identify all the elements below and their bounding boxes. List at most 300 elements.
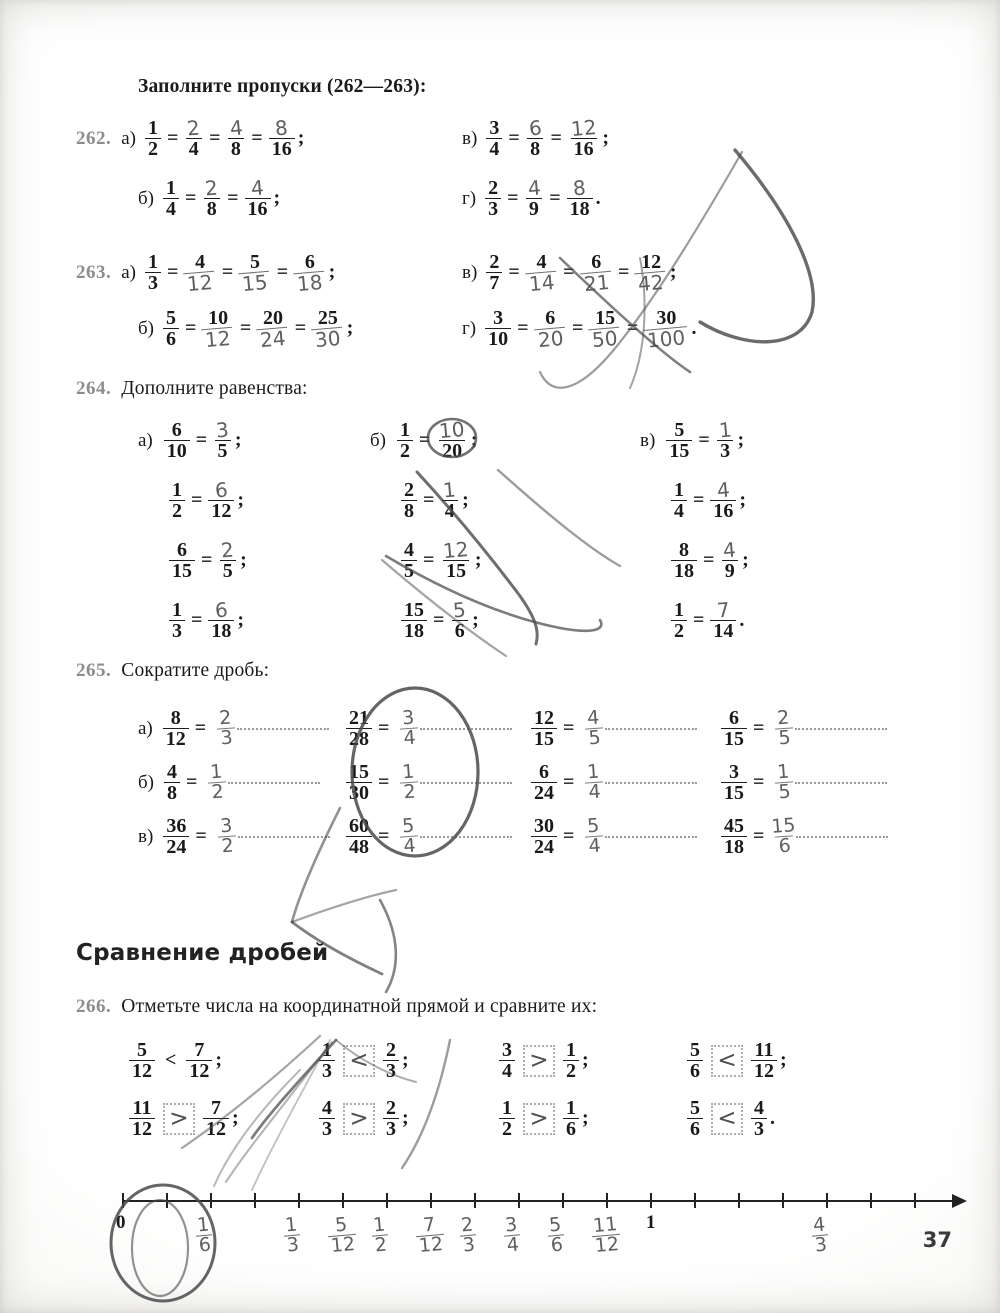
comparison-sign: < — [165, 1049, 177, 1072]
fraction-right — [218, 537, 237, 583]
fraction-denominator: 4 — [499, 1060, 515, 1081]
fraction-numerator: 1 — [148, 117, 159, 139]
fraction-denominator: 15 — [721, 782, 747, 803]
fraction-denominator: 9 — [722, 560, 738, 581]
fraction-term — [145, 252, 161, 294]
fraction-numerator: 30 — [534, 815, 554, 837]
fraction-term — [294, 251, 325, 297]
ex265-heading — [76, 660, 269, 682]
answer-dotted-line — [605, 836, 697, 838]
fraction-denominator: 2 — [671, 620, 687, 641]
fraction-numerator: 5 — [690, 1097, 700, 1119]
fraction-denominator: 8 — [164, 782, 180, 803]
ex266-comparison — [128, 1040, 222, 1082]
fraction-denominator: 4 — [671, 500, 687, 521]
fraction-numerator: 5 — [452, 597, 468, 623]
fraction-denominator: 12 — [203, 1118, 229, 1139]
comparison-box[interactable] — [711, 1103, 743, 1135]
number-line-mark — [196, 1213, 212, 1257]
fraction-left — [671, 600, 687, 642]
fraction-numerator: 1 — [566, 1039, 576, 1061]
fraction-numerator: 10 — [208, 307, 229, 329]
fraction-numerator: 10 — [438, 416, 466, 444]
comparison-box[interactable] — [523, 1045, 555, 1077]
fraction-denominator: 2 — [145, 138, 161, 159]
ex265-row — [530, 816, 697, 858]
equals-sign: = — [703, 549, 715, 572]
fraction-mark — [810, 1215, 829, 1255]
fraction-denominator: 3 — [319, 1118, 335, 1139]
number-line-tick — [210, 1193, 212, 1208]
fraction-left — [129, 1098, 155, 1140]
terminator: ; — [237, 489, 245, 512]
ex263-item-v — [462, 251, 677, 297]
fraction-right — [208, 597, 234, 643]
ex265-row — [138, 708, 329, 750]
ex265-row — [345, 816, 512, 858]
comparison-sign: > — [528, 1104, 550, 1132]
fraction-denominator: 24 — [531, 782, 557, 803]
number-line-tick — [650, 1193, 652, 1208]
fraction-denominator: 50 — [589, 327, 622, 351]
number-line-tick — [122, 1193, 124, 1208]
ex264-row — [138, 417, 242, 463]
terminator: ; — [780, 1049, 787, 1072]
fraction-denominator: 6 — [197, 1233, 212, 1257]
item-label: б) — [138, 771, 154, 793]
number-line-tick — [694, 1193, 696, 1208]
answer-denominator: 4 — [585, 836, 604, 857]
fraction-numerator: 8 — [170, 707, 181, 729]
fraction-numerator: 2 — [488, 177, 499, 199]
number-line-tick — [914, 1193, 916, 1208]
answer-denominator: 3 — [217, 728, 236, 749]
ex265-row — [138, 816, 330, 858]
fraction-denominator: 2 — [373, 1233, 388, 1257]
answer-denominator: 6 — [775, 836, 794, 857]
fraction-denominator: 2 — [499, 1118, 515, 1139]
fraction-denominator: 12 — [184, 271, 217, 295]
answer-dotted-line — [238, 836, 330, 838]
fraction-denominator: 6 — [687, 1060, 703, 1081]
item-label: а) — [138, 717, 153, 739]
fraction-term — [568, 114, 599, 161]
fraction-denominator: 3 — [751, 1118, 767, 1139]
fraction-numerator: 6 — [527, 115, 543, 141]
fraction-left — [721, 762, 747, 804]
page-number: 37 — [922, 1228, 952, 1252]
fraction-denominator: 18 — [721, 836, 747, 857]
answer-denominator: 4 — [400, 728, 419, 749]
equals-sign: = — [508, 261, 520, 284]
fraction-term — [239, 251, 270, 297]
fraction-numerator: 4 — [715, 477, 731, 503]
equals-sign: = — [563, 717, 575, 740]
fraction-left — [401, 480, 417, 522]
answer-numerator: 1 — [586, 761, 601, 784]
ex264-row — [640, 537, 749, 583]
fraction-left — [531, 816, 557, 858]
answer-denominator: 5 — [775, 782, 794, 803]
ex264-row — [370, 416, 478, 463]
terminator: ; — [328, 261, 336, 284]
fraction-numerator: 2 — [386, 1039, 396, 1061]
fraction-numerator: 3 — [493, 307, 504, 329]
fraction-right — [383, 1040, 399, 1082]
fraction-numerator: 4 — [404, 539, 414, 561]
equals-sign: = — [221, 261, 234, 284]
terminator: . — [770, 1107, 775, 1130]
item-label: г) — [462, 317, 477, 339]
equals-sign: = — [693, 489, 705, 512]
fraction-right — [213, 417, 232, 463]
fraction-denominator: 16 — [269, 138, 295, 159]
comparison-sign: > — [528, 1046, 550, 1074]
fraction-numerator: 4 — [536, 251, 547, 273]
fraction-term — [485, 308, 511, 350]
ex266-comparison — [498, 1040, 589, 1082]
fraction-denominator: 24 — [256, 327, 289, 351]
prompt-text: Отметьте числа на координатной прямой и сравните их: — [121, 996, 598, 1017]
fraction-numerator: 1 — [196, 1213, 211, 1237]
answer-slot — [768, 708, 801, 749]
answer-dotted-line — [605, 728, 697, 730]
answer-numerator: 3 — [401, 707, 416, 730]
answer-denominator: 5 — [585, 728, 604, 749]
fraction-numerator: 36 — [166, 815, 187, 837]
number-line-tick — [826, 1193, 828, 1208]
item-label: в) — [462, 261, 478, 283]
fraction-denominator: 5 — [220, 560, 236, 581]
fraction-numerator: 1 — [166, 177, 176, 199]
fraction-denominator: 8 — [228, 138, 244, 159]
fraction-left — [164, 762, 180, 804]
equals-sign: = — [507, 187, 519, 210]
fraction-denominator: 12 — [186, 1060, 212, 1081]
item-label: б) — [370, 429, 386, 451]
fraction-term — [163, 178, 179, 220]
answer-dotted-line — [237, 728, 329, 730]
fraction-numerator: 15 — [404, 599, 424, 621]
fraction-left — [687, 1040, 703, 1082]
fraction-numerator: 2 — [204, 175, 220, 201]
answer-dotted-line — [420, 782, 512, 784]
ex265-row — [530, 762, 697, 804]
fraction-numerator: 1 — [172, 479, 182, 501]
fraction-denominator: 4 — [442, 500, 458, 521]
fraction-term — [525, 175, 544, 221]
equals-sign: = — [618, 261, 630, 284]
fraction-numerator: 6 — [171, 419, 182, 441]
equals-sign: = — [239, 317, 252, 340]
fraction-right — [440, 477, 459, 523]
terminator: ; — [240, 549, 247, 572]
answer-dotted-line — [796, 836, 888, 838]
fraction-denominator: 18 — [401, 620, 427, 641]
fraction-denominator: 18 — [567, 198, 593, 219]
fraction-numerator: 4 — [228, 115, 244, 141]
fraction-left — [721, 816, 747, 858]
fraction-denominator: 6 — [563, 1118, 579, 1139]
fraction-numerator: 12 — [569, 114, 598, 142]
terminator: . — [595, 187, 601, 210]
fraction-left — [531, 708, 557, 750]
fraction-numerator: 20 — [262, 307, 283, 329]
terminator: ; — [602, 127, 609, 150]
number-line-tick — [738, 1193, 740, 1208]
answer-numerator: 1 — [776, 761, 791, 784]
fraction-numerator: 3 — [489, 117, 500, 139]
fraction-numerator: 2 — [186, 115, 202, 141]
equals-sign: = — [693, 609, 705, 632]
fraction-denominator: 6 — [549, 1233, 564, 1257]
fraction-numerator: 5 — [548, 1213, 563, 1237]
terminator: ; — [737, 429, 745, 452]
fraction-denominator: 30 — [346, 782, 372, 803]
fraction-numerator: 6 — [591, 251, 602, 273]
number-line-mark — [416, 1213, 444, 1257]
fraction-term — [486, 252, 502, 294]
fraction-numerator: 11 — [754, 1039, 774, 1061]
ex266-comparison — [686, 1098, 775, 1140]
ex266-comparison — [498, 1098, 589, 1140]
fraction-left — [531, 762, 557, 804]
fraction-right — [751, 1098, 767, 1140]
fraction-numerator: 5 — [674, 419, 685, 441]
fraction-denominator: 100 — [643, 327, 689, 352]
fraction-term — [644, 307, 688, 354]
section-heading-compare-fractions — [76, 940, 328, 966]
fraction-numerator: 3 — [502, 1039, 512, 1061]
fraction-denominator: 18 — [671, 560, 697, 581]
fraction-denominator: 8 — [527, 138, 543, 159]
number-line-tick — [606, 1193, 608, 1208]
fraction-numerator: 3 — [504, 1213, 519, 1237]
number-line-mark — [284, 1213, 300, 1257]
fraction-numerator: 3 — [729, 761, 739, 783]
comparison-sign: < — [348, 1046, 370, 1074]
ex264-row — [370, 477, 469, 523]
ex265-row — [720, 708, 887, 750]
equals-sign: = — [753, 825, 765, 848]
fraction-left — [169, 600, 185, 642]
fraction-numerator: 2 — [220, 537, 236, 563]
terminator: ; — [402, 1107, 409, 1130]
comparison-box[interactable] — [343, 1103, 375, 1135]
fraction-term — [589, 307, 620, 353]
answer-slot — [210, 816, 243, 857]
fraction-left — [401, 600, 427, 642]
fraction-left — [499, 1040, 515, 1082]
fraction-mark — [502, 1215, 521, 1255]
equals-sign: = — [753, 717, 765, 740]
terminator: ; — [237, 609, 245, 632]
ex266-comparison — [318, 1098, 409, 1140]
ex263-item-a — [76, 251, 336, 297]
fraction-numerator: 4 — [167, 761, 177, 783]
answer-numerator: 15 — [770, 814, 797, 839]
ex265-row — [345, 708, 512, 750]
answer-slot — [210, 708, 243, 749]
fraction-denominator: 12 — [593, 1232, 620, 1257]
fraction-numerator: 4 — [812, 1213, 827, 1237]
terminator: ; — [739, 489, 747, 512]
fraction-numerator: 2 — [460, 1213, 475, 1237]
item-label: а) — [121, 127, 137, 149]
fraction-numerator: 6 — [729, 707, 739, 729]
item-label: в) — [640, 429, 656, 451]
fraction-term — [202, 307, 233, 353]
item-label: б) — [138, 187, 154, 209]
fraction-denominator: 20 — [534, 327, 567, 351]
answer-denominator: 4 — [585, 782, 604, 803]
terminator: ; — [462, 489, 469, 512]
fraction-numerator: 4 — [722, 537, 738, 563]
fraction-denominator: 5 — [215, 440, 231, 461]
prompt-text: Сократите дробь: — [121, 660, 270, 681]
equals-sign: = — [195, 429, 208, 452]
answer-slot — [768, 762, 801, 803]
fraction-denominator: 4 — [163, 198, 179, 219]
ex264-row — [138, 597, 245, 643]
fraction-right — [450, 597, 469, 643]
fraction-numerator: 12 — [641, 251, 662, 273]
ex265-row — [720, 816, 888, 858]
fraction-numerator: 8 — [572, 175, 588, 201]
fraction-numerator: 6 — [545, 307, 556, 329]
fraction-numerator: 1 — [372, 1213, 387, 1237]
unit-label: 1 — [646, 1212, 656, 1233]
answer-numerator: 4 — [586, 707, 601, 730]
fraction-left — [163, 708, 189, 750]
fraction-numerator: 45 — [724, 815, 744, 837]
fraction-denominator: 3 — [145, 272, 161, 293]
equals-sign: = — [550, 127, 562, 150]
exercise-number: 262. — [76, 127, 112, 149]
terminator: ; — [232, 1107, 239, 1130]
ex262-item-a — [76, 115, 305, 161]
equals-sign: = — [378, 825, 390, 848]
ex262-item-g — [462, 175, 601, 221]
number-line-arrow — [952, 1194, 967, 1208]
fraction-right — [203, 1098, 229, 1140]
fraction-mark — [194, 1215, 213, 1255]
answer-dotted-line — [605, 782, 697, 784]
fraction-numerator: 4 — [250, 175, 265, 201]
ex266-comparison — [686, 1040, 787, 1082]
fraction-right — [710, 477, 736, 523]
number-line-tick — [474, 1193, 476, 1208]
equals-sign: = — [167, 261, 179, 284]
fraction-denominator: 42 — [635, 271, 668, 295]
fraction-term — [257, 307, 288, 353]
equals-sign: = — [423, 489, 435, 512]
number-line-mark — [372, 1213, 388, 1257]
comparison-box[interactable] — [523, 1103, 555, 1135]
terminator: ; — [582, 1049, 589, 1072]
answer-numerator: 5 — [586, 815, 601, 838]
fraction-numerator: 1 — [674, 599, 684, 621]
fraction-left — [129, 1040, 155, 1082]
fraction-left — [169, 540, 195, 582]
fraction-denominator: 14 — [525, 271, 558, 295]
item-label: г) — [462, 187, 477, 209]
terminator: ; — [346, 317, 354, 340]
equals-sign: = — [294, 317, 307, 340]
ex264-row — [370, 536, 482, 583]
fraction-mark — [414, 1215, 445, 1256]
fraction-numerator: 8 — [274, 115, 290, 141]
number-line-tick — [254, 1193, 256, 1208]
fraction-right — [186, 1040, 212, 1082]
fraction-left — [671, 480, 687, 522]
fraction-denominator: 3 — [717, 440, 733, 461]
fraction-denominator: 48 — [346, 836, 372, 857]
fraction-denominator: 12 — [329, 1232, 356, 1257]
terminator: ; — [273, 187, 281, 210]
answer-denominator: 2 — [218, 836, 237, 857]
comparison-box[interactable] — [343, 1045, 375, 1077]
fraction-denominator: 15 — [531, 728, 557, 749]
answer-numerator: 1 — [209, 761, 224, 784]
fraction-numerator: 6 — [177, 539, 187, 561]
fraction-left — [319, 1040, 335, 1082]
fraction-left — [397, 420, 413, 462]
answer-slot — [393, 762, 426, 803]
answer-slot — [201, 762, 234, 803]
fraction-denominator: 15 — [666, 440, 692, 461]
ex266-comparison — [128, 1098, 239, 1140]
comparison-box[interactable] — [163, 1103, 195, 1135]
fraction-numerator: 11 — [132, 1097, 152, 1119]
number-line-mark — [328, 1213, 356, 1257]
fraction-term — [202, 175, 221, 221]
fraction-mark — [590, 1215, 621, 1256]
fraction-denominator: 14 — [710, 620, 736, 641]
prompt-fill-gaps — [138, 76, 427, 98]
equals-sign: = — [753, 771, 765, 794]
fraction-denominator: 12 — [417, 1232, 444, 1257]
answer-denominator: 4 — [400, 836, 419, 857]
equals-sign: = — [191, 609, 203, 632]
answer-numerator: 5 — [401, 815, 416, 838]
number-line-tick — [518, 1193, 520, 1208]
fraction-numerator: 8 — [679, 539, 689, 561]
comparison-box[interactable] — [711, 1045, 743, 1077]
terminator: ; — [474, 549, 482, 572]
answer-numerator: 2 — [776, 707, 791, 730]
fraction-denominator: 16 — [571, 138, 597, 159]
fraction-denominator: 3 — [285, 1233, 300, 1257]
equals-sign: = — [201, 549, 213, 572]
fraction-numerator: 4 — [526, 175, 542, 201]
answer-denominator: 2 — [208, 782, 227, 803]
number-line-tick — [562, 1193, 564, 1208]
fraction-mark — [326, 1215, 357, 1256]
fraction-denominator: 12 — [751, 1060, 777, 1081]
fraction-denominator: 8 — [204, 198, 220, 219]
fraction-denominator: 24 — [163, 836, 189, 857]
fraction-numerator: 6 — [213, 477, 229, 503]
fraction-denominator: 3 — [169, 620, 185, 641]
answer-slot — [578, 708, 611, 749]
equals-sign: = — [227, 187, 239, 210]
fraction-denominator: 20 — [439, 440, 465, 461]
answer-dotted-line — [420, 728, 512, 730]
fraction-left — [164, 420, 190, 462]
equals-sign: = — [419, 429, 431, 452]
number-line-tick — [298, 1193, 300, 1208]
